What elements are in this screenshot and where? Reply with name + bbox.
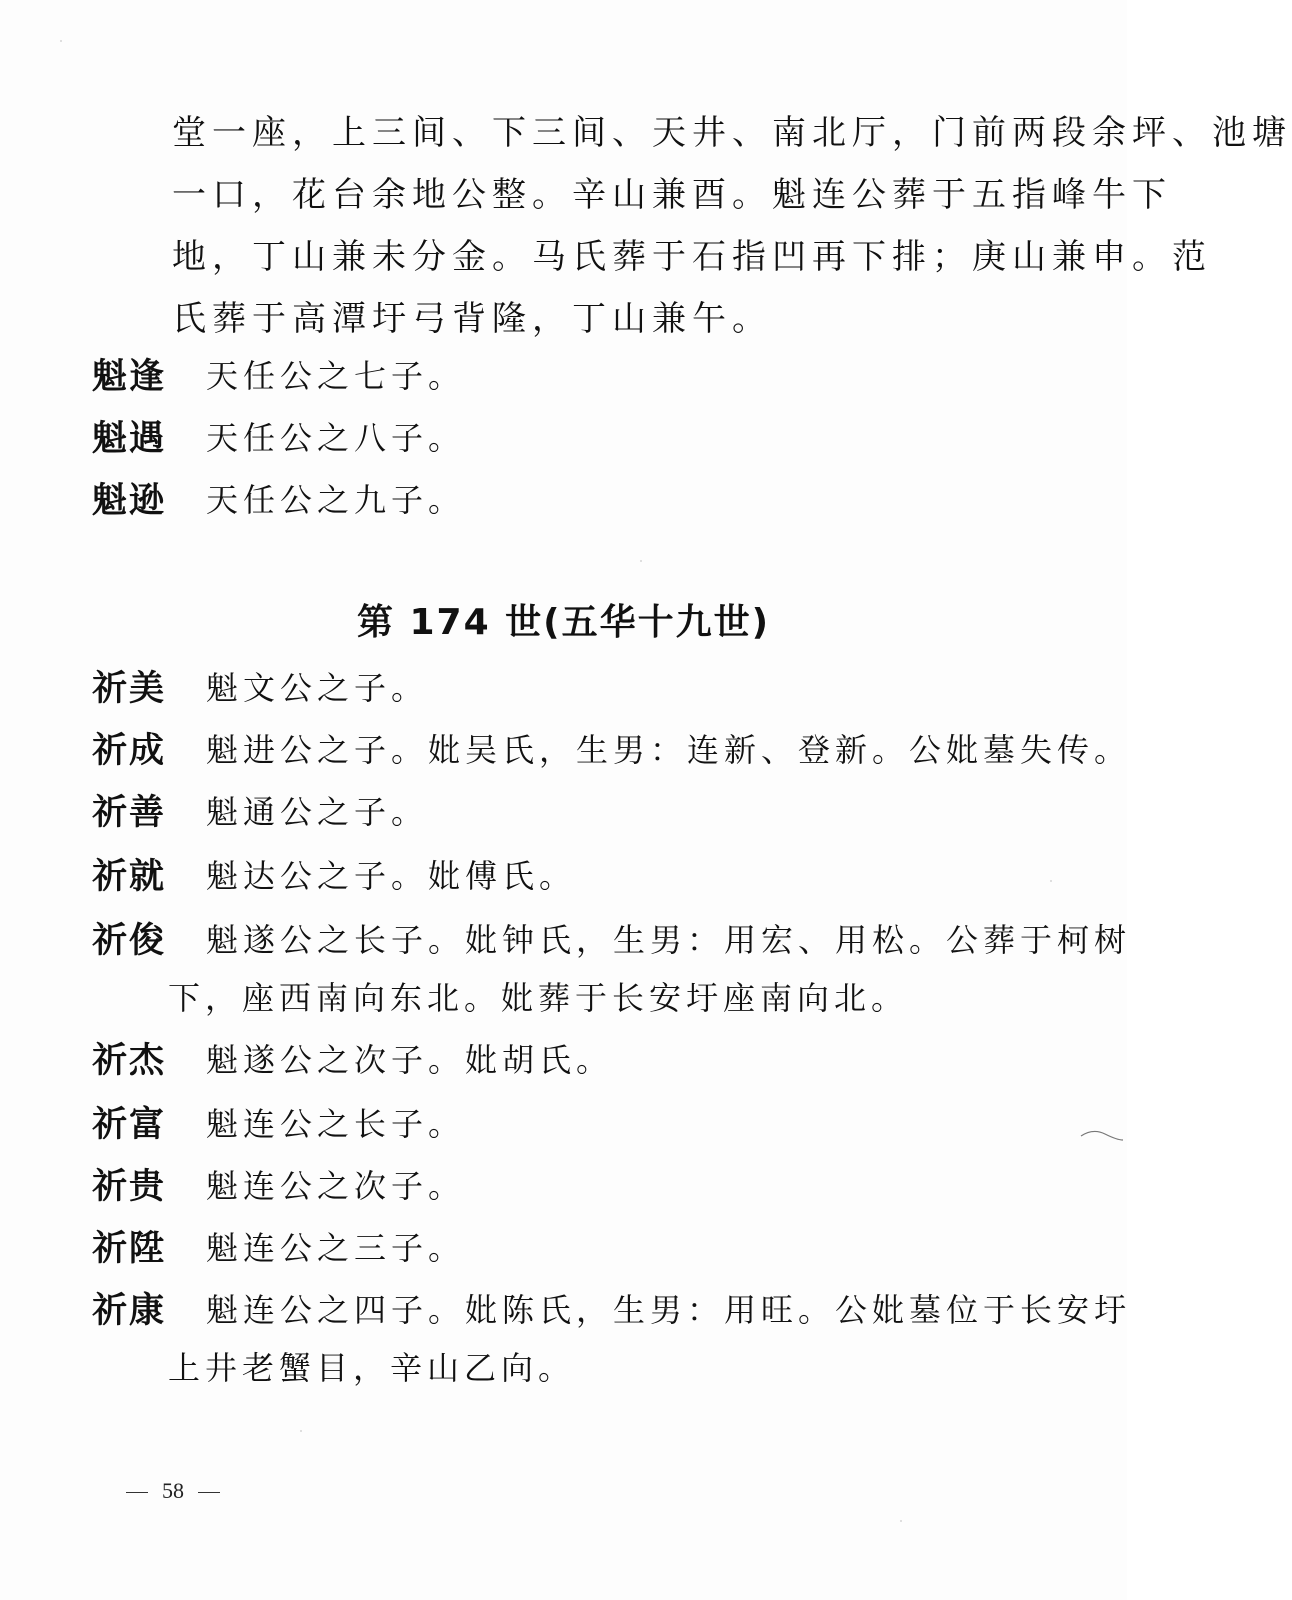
continuation-line-4: 氏葬于高潭圩弓背隆，丁山兼午。	[172, 299, 772, 339]
entry-desc: 魁进公之子。妣吴氏，生男：连新、登新。公妣墓失传。	[206, 731, 1132, 769]
scan-speck	[60, 40, 62, 42]
entry-desc: 魁遂公之长子。妣钟氏，生男：用宏、用松。公葬于柯树	[206, 921, 1132, 959]
genealogy-entry	[92, 1276, 1132, 1340]
entry-desc-continuation: 下，座西南向东北。妣葬于长安圩座南向北。	[168, 979, 909, 1017]
entry-desc: 天任公之七子。	[206, 357, 466, 395]
entry-name: 祈俊	[92, 921, 167, 961]
entry-desc: 魁文公之子。	[206, 669, 429, 707]
entry-desc: 魁连公之长子。	[206, 1105, 466, 1143]
genealogy-entry	[92, 1214, 1042, 1278]
scan-speck	[900, 1520, 902, 1522]
genealogy-entry	[92, 1152, 1042, 1216]
section-heading: 第 174 世(五华十九世)	[356, 602, 771, 643]
continuation-line-3: 地，丁山兼未分金。马氏葬于石指凹再下排；庚山兼申。范	[172, 237, 1212, 277]
entry-name: 祈康	[92, 1291, 167, 1331]
page-number-dash-right	[198, 1492, 220, 1493]
page-number-value: 58	[162, 1478, 184, 1503]
genealogy-entry	[92, 1090, 1042, 1154]
genealogy-entry	[92, 404, 1042, 468]
entry-desc: 魁连公之三子。	[206, 1229, 466, 1267]
entry-desc: 魁遂公之次子。妣胡氏。	[206, 1041, 614, 1079]
entry-name: 祈陞	[92, 1229, 167, 1269]
entry-name: 祈美	[92, 669, 167, 709]
scan-speck	[1050, 880, 1052, 882]
entry-name: 魁逢	[92, 357, 167, 397]
entry-name: 魁遇	[92, 419, 167, 459]
genealogy-entry	[92, 1026, 1042, 1090]
genealogy-entry	[92, 716, 1132, 780]
entry-name: 祈杰	[92, 1041, 167, 1081]
scan-edge-mark	[1079, 1126, 1123, 1146]
entry-desc: 魁达公之子。妣傅氏。	[206, 857, 577, 895]
entry-desc: 天任公之八子。	[206, 419, 466, 457]
entry-name: 祈贵	[92, 1167, 167, 1207]
genealogy-entry	[92, 654, 1042, 718]
scan-speck	[640, 560, 642, 562]
entry-name: 祈就	[92, 857, 167, 897]
continuation-line-2: 一口，花台余地公整。辛山兼酉。魁连公葬于五指峰牛下	[172, 175, 1172, 215]
entry-desc: 魁连公之四子。妣陈氏，生男：用旺。公妣墓位于长安圩	[206, 1291, 1132, 1329]
entry-name: 祈成	[92, 731, 167, 771]
genealogy-entry	[92, 842, 1042, 906]
entry-name: 祈富	[92, 1105, 167, 1145]
genealogy-entry	[92, 906, 1132, 970]
scan-speck	[300, 1430, 302, 1432]
entry-desc: 魁通公之子。	[206, 793, 429, 831]
entry-name: 祈善	[92, 793, 167, 833]
genealogy-entry	[92, 342, 1042, 406]
genealogy-entry	[92, 466, 1042, 530]
entry-desc: 魁连公之次子。	[206, 1167, 466, 1205]
entry-desc: 天任公之九子。	[206, 481, 466, 519]
page-number-dash-left	[126, 1492, 148, 1493]
entry-desc-continuation: 上井老蟹目，辛山乙向。	[168, 1349, 576, 1387]
continuation-line-1: 堂一座，上三间、下三间、天井、南北厅，门前两段余坪、池塘	[172, 113, 1292, 153]
entry-name: 魁逊	[92, 481, 167, 521]
page-number	[112, 1478, 234, 1504]
genealogy-entry	[92, 778, 1042, 842]
